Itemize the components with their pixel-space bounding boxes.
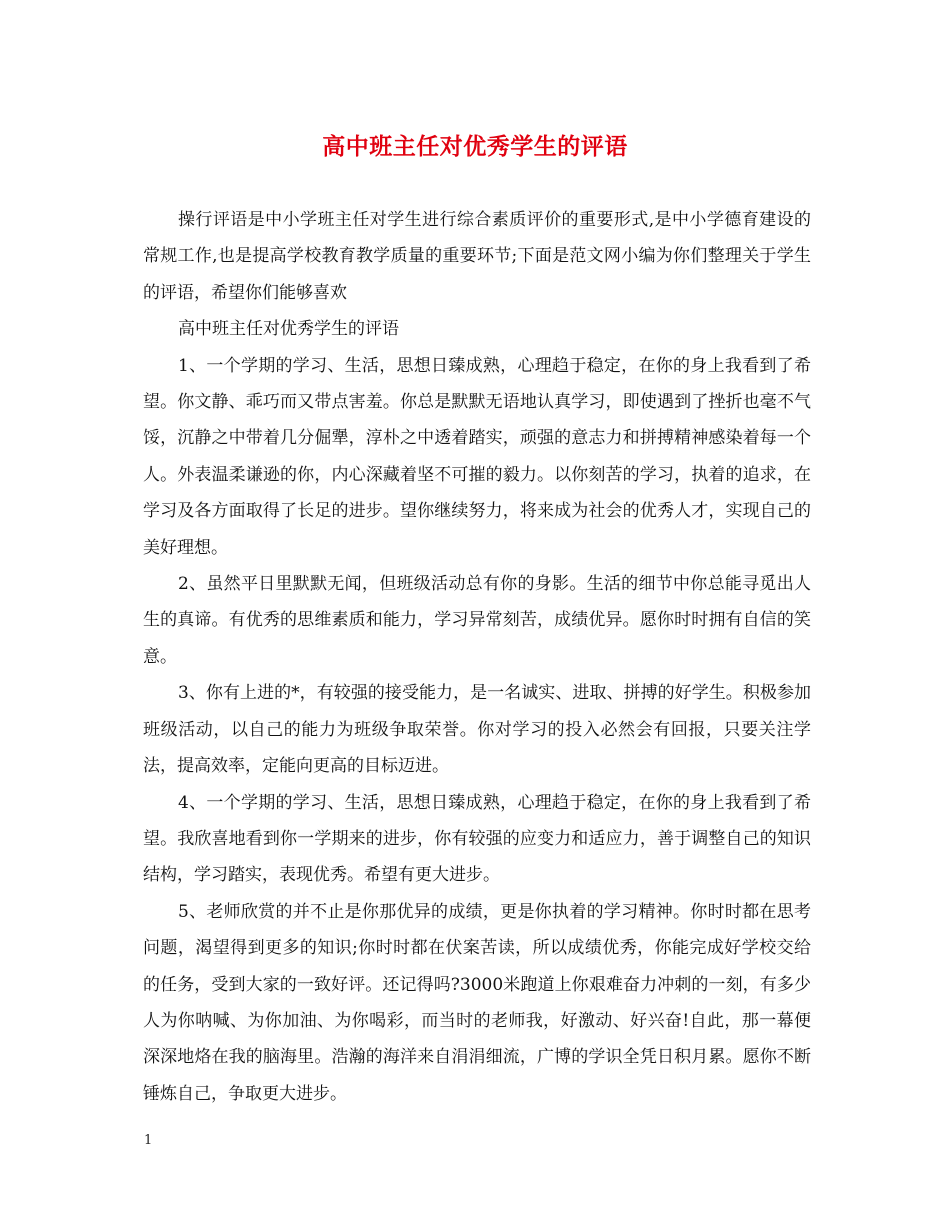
comment-paragraph-3: 3、你有上进的*，有较强的接受能力，是一名诚实、进取、拼搏的好学生。积极参加班级活动，以自己的能力为班级争取荣誉。你对学习的投入必然会有回报，只要关注学法，提高效率，定能向更高的目标迈进。 <box>143 683 811 777</box>
page-number: 1 <box>144 1133 153 1148</box>
document-body <box>143 202 811 1112</box>
document-title: 高中班主任对优秀学生的评语 <box>322 133 628 160</box>
comment-paragraph-5: 5、老师欣赏的并不止是你那优异的成绩，更是你执着的学习精神。你时时都在思考问题，渴望得到更多的知识;你时时都在伏案苦读，所以成绩优秀，你能完成好学校交给的任务，受到大家的一致好评。还记得吗?3000米跑道上你艰难奋力冲刺的一刻，有多少人为你呐喊、为你加油、为你喝彩，而当时的老师我，好激动、好兴奋!自此，那一幕便深深地烙在我的脑海里。浩瀚的海洋来自涓涓细流，广博的学识全凭日积月累。愿你不断锤炼自己，争取更大进步。 <box>143 901 811 1104</box>
comment-paragraph-1: 1、一个学期的学习、生活，思想日臻成熟，心理趋于稳定，在你的身上我看到了希望。你文静、乖巧而又带点害羞。你总是默默无语地认真学习，即使遇到了挫折也毫不气馁，沉静之中带着几分倔犟，淳朴之中透着踏实，顽强的意志力和拼搏精神感染着每一个人。外表温柔谦逊的你，内心深藏着坚不可摧的毅力。以你刻苦的学习，执着的追求，在学习及各方面取得了长足的进步。望你继续努力，将来成为社会的优秀人才，实现自己的美好理想。 <box>143 355 811 558</box>
comment-paragraph-2: 2、虽然平日里默默无闻，但班级活动总有你的身影。生活的细节中你总能寻觅出人生的真谛。有优秀的思维素质和能力，学习异常刻苦，成绩优异。愿你时时拥有自信的笑意。 <box>143 574 811 667</box>
intro-paragraph: 操行评语是中小学班主任对学生进行综合素质评价的重要形式,是中小学德育建设的常规工作,也是提高学校教育教学质量的重要环节;下面是范文网小编为你们整理关于学生的评语，希望你们能够喜欢 <box>143 210 811 303</box>
comment-paragraph-4: 4、一个学期的学习、生活，思想日臻成熟，心理趋于稳定，在你的身上我看到了希望。我欣喜地看到你一学期来的进步，你有较强的应变力和适应力，善于调整自己的知识结构，学习踏实，表现优秀。希望有更大进步。 <box>143 792 811 886</box>
section-heading: 高中班主任对优秀学生的评语 <box>178 319 399 340</box>
